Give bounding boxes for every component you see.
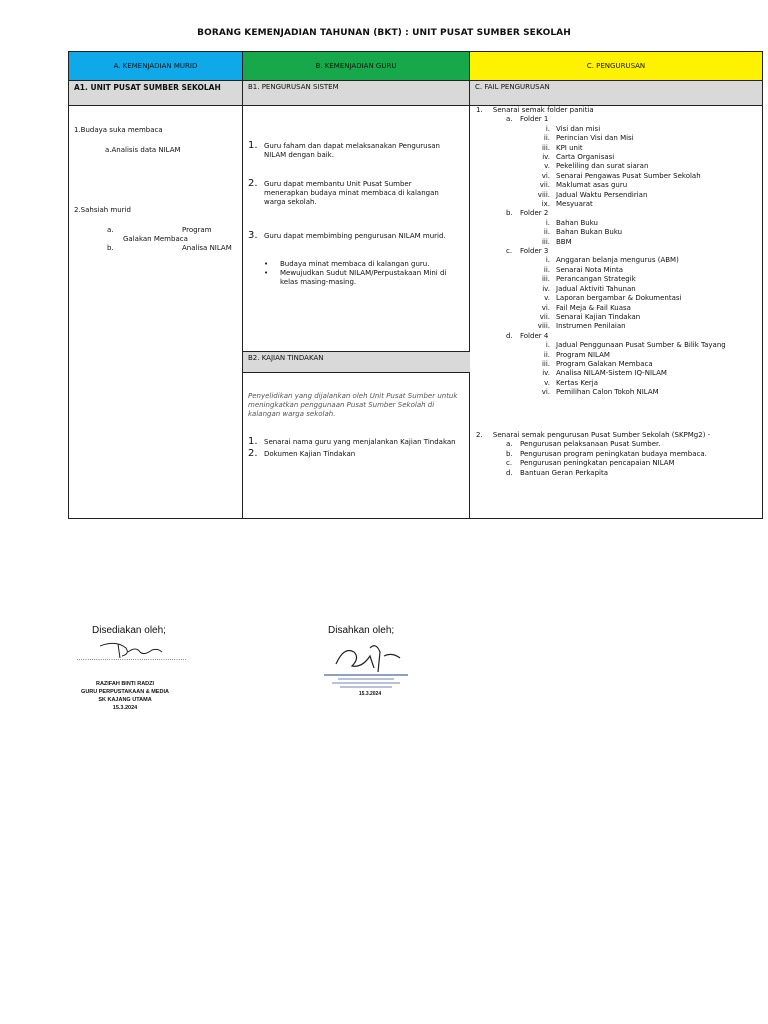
folder-item: ii. Perincian Visi dan Misi bbox=[543, 134, 634, 143]
list2-item: c. Pengurusan peningkatan pencapaian NILAM bbox=[506, 459, 675, 468]
list2-item: b. Pengurusan program peningkatan budaya membaca. bbox=[506, 449, 707, 458]
c-list1-header: 1. Senarai semak folder panitia bbox=[476, 106, 594, 114]
subheader-b1: B1. PENGURUSAN SISTEM bbox=[243, 81, 470, 106]
a-item-2: 2.Sahsiah murid bbox=[74, 206, 131, 214]
a-item-1: 1.Budaya suka membaca bbox=[74, 126, 163, 134]
b1-bullets: • Budaya minat membaca di kalangan guru. • Mewujudkan Sudut NILAM/Perpustakaan Mini di kelas masing-masing. bbox=[264, 260, 447, 286]
prepared-by-role: GURU PERPUSTAKAAN & MEDIA bbox=[81, 689, 169, 695]
folder-item: iv. Jadual Aktiviti Tahunan bbox=[542, 284, 636, 293]
a-item-2a-text1: Program bbox=[182, 226, 212, 234]
list2-item: a. Pengurusan pelaksanaan Pusat Sumber. bbox=[506, 440, 661, 449]
prepared-by-name: RAZIFAH BINTI RADZI bbox=[95, 681, 155, 687]
col-c-body bbox=[470, 106, 763, 519]
approved-by-label: Disahkan oleh; bbox=[328, 625, 395, 636]
folder-item: viii. Instrumen Penilaian bbox=[537, 322, 626, 331]
prepared-by-block bbox=[60, 680, 190, 712]
folder-item: iii. Perancangan Strategik bbox=[541, 275, 636, 284]
folder-item: ii. Senarai Nota Minta bbox=[543, 265, 624, 274]
prepared-by-date: 15.3.2024 bbox=[112, 705, 138, 711]
b2-item-2: 2. Dokumen Kajian Tindakan bbox=[248, 448, 356, 459]
folder-item: vi. Fail Meja & Fail Kuasa bbox=[541, 303, 631, 312]
signature-dots: …………………………………………… bbox=[76, 655, 187, 662]
folder-heading: b. Folder 2 bbox=[506, 209, 549, 218]
folder-item: v. Pekeliling dan surat siaran bbox=[544, 162, 649, 171]
b2-item-1: 1. Senarai nama guru yang menjalankan Kajian Tindakan bbox=[248, 436, 456, 447]
a-item-2a-letter: a. bbox=[107, 226, 114, 234]
folder-item: vi. Senarai Pengawas Pusat Sumber Sekolah bbox=[541, 171, 701, 180]
b1-item-3: 3. Guru dapat membimbing pengurusan NILAM murid. bbox=[248, 230, 446, 241]
folder-item: i. Visi dan misi bbox=[545, 124, 601, 133]
bkt-table bbox=[68, 51, 763, 519]
b1-item-2: 2. Guru dapat membantu Unit Pusat Sumber menerapkan budaya minat membaca di kalangan warga sekolah. bbox=[248, 178, 439, 206]
folder-item: iii. Program Galakan Membaca bbox=[541, 359, 653, 368]
c-folder-list bbox=[506, 115, 756, 397]
folder-item: ii. Bahan Bukan Buku bbox=[543, 228, 623, 237]
subheader-a1: A1. UNIT PUSAT SUMBER SEKOLAH bbox=[69, 81, 243, 106]
folder-item: ix. Mesyuarat bbox=[541, 200, 593, 209]
header-a: A. KEMENJADIAN MURID bbox=[69, 52, 243, 81]
subheader-b2: B2. KAJIAN TINDAKAN bbox=[243, 351, 470, 373]
b1-bullet-2: Mewujudkan Sudut NILAM/Perpustakaan Mini di kelas masing-masing. bbox=[280, 269, 447, 286]
c-list2 bbox=[506, 440, 756, 478]
folder-item: iii. BBM bbox=[541, 237, 572, 246]
folder-item: iv. Analisa NILAM-Sistem IQ-NILAM bbox=[542, 369, 667, 378]
folder-item: vi. Pemilihan Calon Tokoh NILAM bbox=[541, 388, 659, 397]
prepared-by-label: Disediakan oleh; bbox=[92, 625, 166, 636]
col-b-body bbox=[243, 106, 470, 519]
a-item-2b-text: Analisa NILAM bbox=[182, 244, 232, 252]
folder-item: iii. KPI unit bbox=[541, 143, 583, 152]
signature-right-icon bbox=[330, 638, 410, 674]
list2-item: d. Bantuan Geran Perkapita bbox=[506, 468, 609, 477]
folder-item: i. Jadual Penggunaan Pusat Sumber & Bilik Tayang bbox=[545, 341, 726, 350]
c-list2-header: 2. Senarai semak pengurusan Pusat Sumber Sekolah (SKPMg2) - bbox=[476, 431, 711, 439]
approved-by-date: 15.3.2024 bbox=[358, 691, 382, 697]
b1-item-1: 1. Guru faham dan dapat melaksanakan Pengurusan NILAM dengan baik. bbox=[248, 140, 440, 159]
folder-item: v. Laporan bergambar & Dokumentasi bbox=[544, 294, 682, 303]
folder-heading: c. Folder 3 bbox=[506, 247, 549, 256]
b1-bullet-1: Budaya minat membaca di kalangan guru. bbox=[280, 260, 430, 268]
folder-item: iv. Carta Organisasi bbox=[542, 153, 615, 162]
a-item-2a-text2: Galakan Membaca bbox=[123, 235, 188, 243]
folder-item: viii. Jadual Waktu Persendirian bbox=[537, 190, 648, 199]
folder-item: vii. Senarai Kajian Tindakan bbox=[539, 312, 641, 321]
a-item-1a: a.Analisis data NILAM bbox=[105, 146, 181, 154]
a-item-2b-letter: b. bbox=[107, 244, 114, 252]
b2-intro: Penyelidikan yang dijalankan oleh Unit Pusat Sumber untuk meningkatkan penggunaan Pusat Sumber Sekolah di kalangan warga sekolah. bbox=[248, 392, 458, 418]
folder-item: vii. Maklumat asas guru bbox=[539, 181, 628, 190]
subheader-c: C. FAIL PENGURUSAN bbox=[470, 81, 763, 106]
folder-item: i. Anggaran belanja mengurus (ABM) bbox=[545, 256, 679, 265]
col-a-body bbox=[69, 106, 243, 519]
prepared-by-school: SK KAJANG UTAMA bbox=[98, 697, 152, 703]
folder-heading: a. Folder 1 bbox=[506, 115, 549, 124]
folder-item: i. Bahan Buku bbox=[545, 218, 598, 227]
header-b: B. KEMENJADIAN GURU bbox=[243, 52, 470, 81]
page-title: BORANG KEMENJADIAN TAHUNAN (BKT) : UNIT PUSAT SUMBER SEKOLAH bbox=[197, 28, 571, 38]
folder-item: ii. Program NILAM bbox=[543, 350, 610, 359]
header-c: C. PENGURUSAN bbox=[470, 52, 763, 81]
official-stamp-icon bbox=[318, 672, 414, 688]
folder-item: v. Kertas Kerja bbox=[544, 378, 598, 387]
folder-heading: d. Folder 4 bbox=[506, 331, 549, 340]
